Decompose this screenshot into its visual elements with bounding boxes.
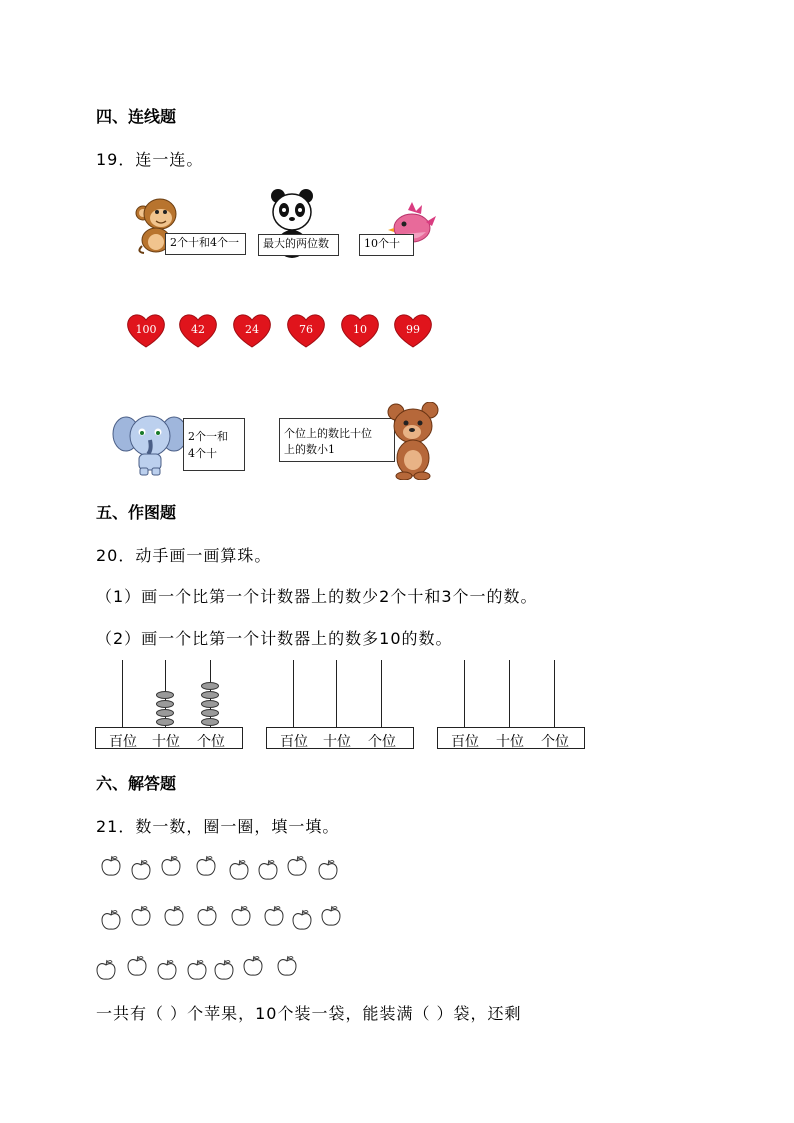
question-19-prompt: 19．连一连。 (96, 150, 204, 169)
apple-icon (277, 955, 297, 977)
label-tens: 十位 (496, 733, 524, 749)
label-two-tens-four-ones: 2个十和4个一 (165, 233, 246, 255)
label-ones: 个位 (197, 733, 225, 749)
section-title-solving: 六、解答题 (96, 774, 177, 793)
label-two-ones-four-tens (183, 418, 245, 471)
label-line-2: 4个十 (188, 447, 217, 460)
heart-value: 100 (135, 323, 157, 336)
abacus-place-labels (437, 727, 585, 749)
elephant-illustration (112, 410, 188, 480)
section-title-matching: 四、连线题 (96, 107, 177, 126)
apple-icon (164, 905, 184, 927)
ones-bead (201, 709, 219, 717)
apple-icon (96, 959, 116, 981)
label-hundreds: 百位 (451, 733, 479, 749)
bear-illustration (386, 402, 442, 484)
section-title-drawing: 五、作图题 (96, 503, 177, 522)
label-line-1: 2个一和 (188, 430, 228, 443)
label-hundreds: 百位 (280, 733, 308, 749)
tens-rod (509, 660, 510, 728)
apple-icon (187, 959, 207, 981)
label-ten-tens: 10个十 (359, 234, 414, 256)
tens-bead (156, 718, 174, 726)
label-line-1: 个位上的数比十位 (284, 427, 372, 440)
ones-rod (381, 660, 382, 728)
apple-icon (264, 905, 284, 927)
question-20-sub-2: （2）画一个比第一个计数器上的数多10的数。 (96, 629, 453, 648)
abacus-place-labels (266, 727, 414, 749)
label-tens: 十位 (152, 733, 180, 749)
apple-icon (127, 955, 147, 977)
label-ones: 个位 (368, 733, 396, 749)
question-20-prompt: 20．动手画一画算珠。 (96, 546, 272, 565)
heart-24[interactable] (232, 312, 272, 348)
question-20-sub-1: （1）画一个比第一个计数器上的数少2个十和3个一的数。 (96, 587, 538, 606)
apple-icon (243, 955, 263, 977)
apple-icon (196, 855, 216, 877)
apple-icon (157, 959, 177, 981)
apple-icon (131, 859, 151, 881)
heart-value: 24 (245, 323, 259, 336)
heart-10[interactable] (340, 312, 380, 348)
hundreds-rod (464, 660, 465, 728)
abacus-place-labels (95, 727, 243, 749)
apple-icon (258, 859, 278, 881)
hundreds-rod (293, 660, 294, 728)
label-line-2: 上的数小1 (284, 443, 335, 456)
apple-icon (321, 905, 341, 927)
heart-99[interactable] (393, 312, 433, 348)
apple-icon (161, 855, 181, 877)
tens-rod (336, 660, 337, 728)
label-largest-two-digit: 最大的两位数 (258, 234, 339, 256)
heart-value: 10 (353, 323, 367, 336)
heart-value: 42 (191, 323, 205, 336)
apple-icon (229, 859, 249, 881)
label-ones: 个位 (541, 733, 569, 749)
ones-bead (201, 700, 219, 708)
heart-value: 76 (299, 323, 313, 336)
ones-bead (201, 682, 219, 690)
heart-76[interactable] (286, 312, 326, 348)
apple-icon (197, 905, 217, 927)
label-hundreds: 百位 (109, 733, 137, 749)
question-21-prompt: 21．数一数，圈一圈，填一填。 (96, 817, 340, 836)
ones-bead (201, 718, 219, 726)
apple-icon (131, 905, 151, 927)
apple-icon (101, 855, 121, 877)
apple-icon (287, 855, 307, 877)
abacus-counter-1 (95, 660, 243, 752)
apple-icon (318, 859, 338, 881)
apple-icon (292, 909, 312, 931)
ones-rod (554, 660, 555, 728)
heart-42[interactable] (178, 312, 218, 348)
apple-icon (231, 905, 251, 927)
question-21-fill-line: 一共有（ ）个苹果，10个装一袋，能装满（ ）袋，还剩 (96, 1004, 522, 1023)
apple-icon (214, 959, 234, 981)
abacus-counter-3[interactable] (437, 660, 585, 752)
hundreds-rod (122, 660, 123, 728)
label-ones-less-than-tens (279, 418, 395, 462)
tens-bead (156, 709, 174, 717)
label-tens: 十位 (323, 733, 351, 749)
heart-value: 99 (406, 323, 420, 336)
tens-bead (156, 700, 174, 708)
tens-bead (156, 691, 174, 699)
ones-bead (201, 691, 219, 699)
apple-icon (101, 909, 121, 931)
abacus-counter-2[interactable] (266, 660, 414, 752)
heart-100[interactable] (126, 312, 166, 348)
